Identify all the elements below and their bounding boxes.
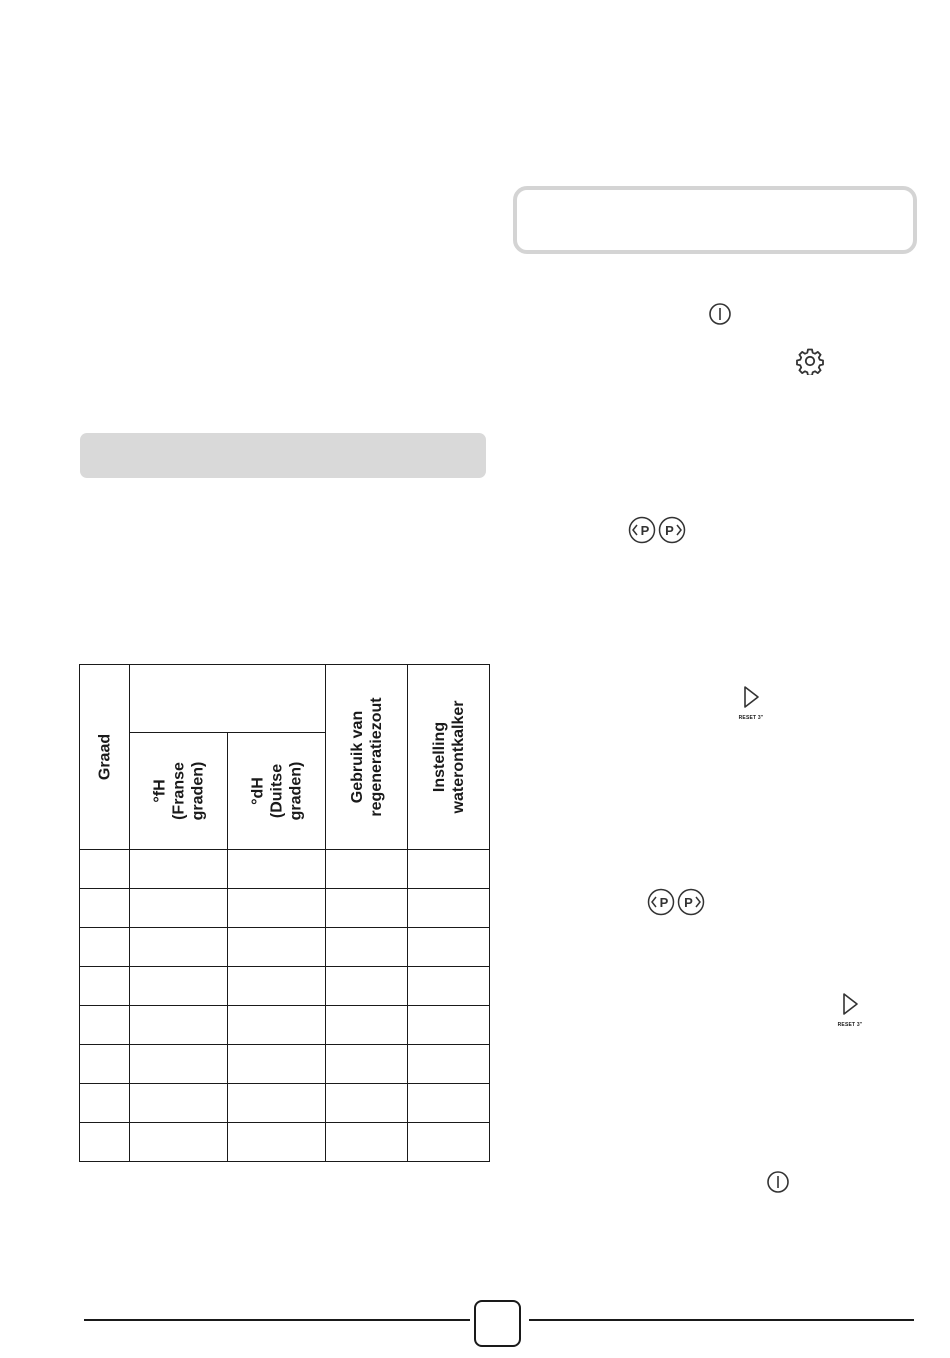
start-reset-icon [736, 685, 766, 721]
page-number-box [474, 1300, 521, 1347]
gear-icon [796, 347, 824, 380]
header-dh [228, 733, 326, 850]
header-hardness-group [130, 665, 326, 733]
table-cell [80, 1006, 130, 1045]
power-icon [766, 1170, 790, 1199]
start-reset-icon [835, 992, 865, 1028]
next-program-letter: P [684, 895, 693, 910]
reset-label: RESET 3" [837, 1022, 863, 1028]
header-softener-line2: waterontkalker [449, 700, 467, 814]
table-cell [326, 1006, 408, 1045]
header-salt-line1: Gebruik van [348, 710, 366, 804]
header-fh-line2: (Franse [170, 762, 187, 820]
table-cell [130, 1006, 228, 1045]
water-hardness-table [79, 664, 490, 1162]
table-cell [130, 1084, 228, 1123]
table-cell [228, 1123, 326, 1162]
header-grade-label: Graad [96, 733, 113, 781]
header-softener [408, 665, 490, 850]
table-cell [326, 1045, 408, 1084]
table-cell [130, 928, 228, 967]
table-cell [80, 850, 130, 889]
next-program-letter: P [665, 523, 674, 538]
table-cell [326, 1084, 408, 1123]
table-cell [228, 967, 326, 1006]
header-dh-line2: (Duitse [268, 763, 285, 819]
reset-label: RESET 3" [738, 715, 764, 721]
table-cell [326, 928, 408, 967]
prev-program-letter: P [659, 895, 669, 910]
header-fh-line3: graden) [189, 761, 206, 821]
prev-program-icon [647, 888, 675, 916]
table-row [80, 1006, 490, 1045]
table-row [80, 1123, 490, 1162]
table-cell [80, 1084, 130, 1123]
table-row [80, 889, 490, 928]
table-cell [80, 1123, 130, 1162]
table-cell [228, 889, 326, 928]
header-softener-line1: Instelling [430, 721, 448, 793]
note-box [513, 186, 917, 254]
table-cell [326, 850, 408, 889]
table-row [80, 850, 490, 889]
table-cell [130, 1123, 228, 1162]
table-cell [408, 889, 490, 928]
header-fh [130, 733, 228, 850]
table-cell [408, 1123, 490, 1162]
table-cell [408, 850, 490, 889]
table-row [80, 967, 490, 1006]
table-cell [228, 1084, 326, 1123]
table-cell [80, 889, 130, 928]
next-program-icon [677, 888, 705, 916]
table-cell [130, 850, 228, 889]
table-cell [130, 889, 228, 928]
power-icon [708, 302, 732, 331]
footer-rule-right [529, 1319, 914, 1321]
table-cell [130, 967, 228, 1006]
prev-program-icon [628, 516, 656, 544]
header-dh-line3: graden) [287, 761, 304, 821]
table-cell [130, 1045, 228, 1084]
header-salt [326, 665, 408, 850]
table-row [80, 1045, 490, 1084]
table-cell [80, 967, 130, 1006]
header-fh-line1: °fH [151, 779, 168, 803]
table-cell [80, 1045, 130, 1084]
program-selector-icons [628, 516, 686, 544]
table-cell [228, 928, 326, 967]
table-row [80, 928, 490, 967]
table-cell [228, 1045, 326, 1084]
table-cell [228, 850, 326, 889]
table-cell [408, 1006, 490, 1045]
table-cell [326, 889, 408, 928]
header-salt-line2: regeneratiezout [367, 697, 385, 817]
table-cell [408, 1045, 490, 1084]
table-cell [408, 1084, 490, 1123]
table-cell [408, 967, 490, 1006]
section-heading-bar [80, 433, 486, 478]
table-row [80, 1084, 490, 1123]
header-grade [80, 665, 130, 850]
table-cell [326, 1123, 408, 1162]
table-cell [408, 928, 490, 967]
table-cell [326, 967, 408, 1006]
program-selector-icons [647, 888, 705, 916]
table-cell [228, 1006, 326, 1045]
footer-rule-left [84, 1319, 470, 1321]
next-program-icon [658, 516, 686, 544]
header-dh-line1: °dH [249, 777, 266, 805]
table-cell [80, 928, 130, 967]
prev-program-letter: P [640, 523, 650, 538]
